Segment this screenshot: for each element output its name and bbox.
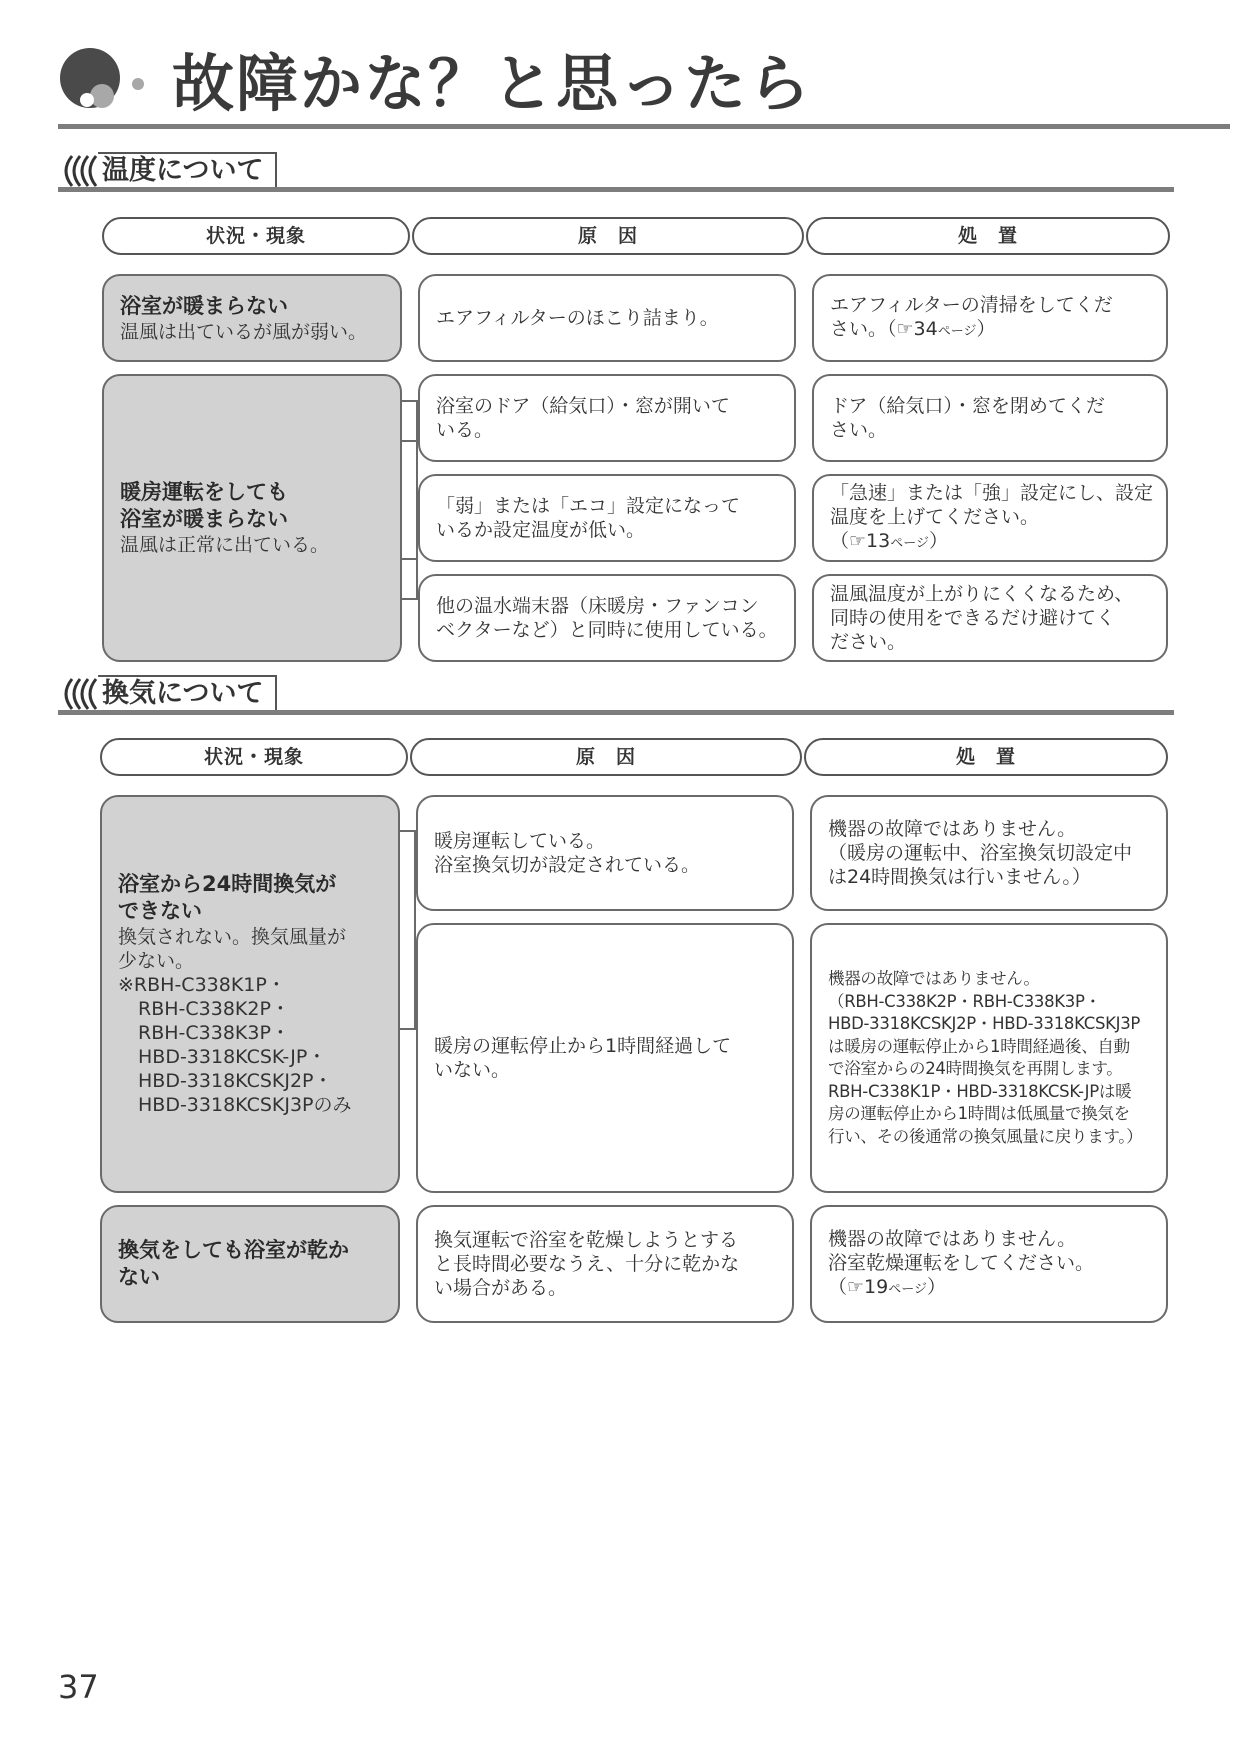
remedy-text: （RBH-C338K2P・RBH-C338K3P・ xyxy=(828,991,1101,1011)
cause-text: 浴室のドア（給気口）・窓が開いて xyxy=(436,395,730,417)
remedy-text: 温度を上げてください。 xyxy=(830,505,1040,528)
remedy-text: さい。（☞34ページ） xyxy=(830,317,996,340)
cause-box xyxy=(418,474,796,562)
situation-title: できない xyxy=(118,899,202,923)
remedy-text: 行い、その後通常の換気風量に戻ります。） xyxy=(828,1126,1143,1146)
cause-box xyxy=(418,574,796,662)
bracket-connector xyxy=(402,440,418,560)
section-header-temperature xyxy=(58,152,1174,194)
situation-detail: 温風は出ているが風が弱い。 xyxy=(120,320,368,343)
wave-marks-icon xyxy=(58,677,102,711)
situation-detail: 換気されない。換気風量が xyxy=(118,926,347,948)
remedy-text: （☞13ページ） xyxy=(830,529,948,552)
model-item: ※RBH-C338K1P・ xyxy=(118,974,286,996)
column-header-cause: 原 因 xyxy=(410,738,802,776)
remedy-text: 機器の故障ではありません。 xyxy=(828,969,1040,988)
cause-text: エアフィルターのほこり詰まり。 xyxy=(436,307,719,329)
situation-title: 換気をしても浴室が乾か xyxy=(118,1238,349,1262)
section-rule xyxy=(58,710,1174,715)
cause-text: 暖房運転している。 xyxy=(434,830,606,852)
model-item: RBH-C338K2P・ xyxy=(138,998,290,1020)
remedy-text: RBH-C338K1P・HBD-3318KCSK-JPは暖 xyxy=(828,1081,1132,1101)
situation-title: 浴室から24時間換気が xyxy=(118,872,337,896)
model-item: HBD-3318KCSKJ3Pのみ xyxy=(138,1094,352,1116)
remedy-text: ドア（給気口）・窓を閉めてくだ xyxy=(830,395,1105,417)
cause-box xyxy=(416,923,794,1193)
remedy-box xyxy=(810,1205,1168,1323)
remedy-text: 浴室乾燥運転をしてください。 xyxy=(828,1251,1095,1274)
page-ref: ページ xyxy=(890,535,929,551)
situation-title: 暖房運転をしても xyxy=(120,480,288,504)
cause-text: 他の温水端末器（床暖房・ファンコン xyxy=(436,595,759,617)
bracket-connector xyxy=(400,830,416,1030)
cause-box xyxy=(416,1205,794,1323)
title-bullet-icon xyxy=(58,40,148,120)
title-rule xyxy=(58,124,1230,129)
cause-box xyxy=(416,795,794,911)
page-ref: ページ xyxy=(937,323,977,339)
remedy-text: 温風温度が上がりにくくなるため、 xyxy=(830,583,1134,605)
remedy-text: 機器の故障ではありません。 xyxy=(828,1227,1077,1250)
cause-text: 暖房の運転停止から1時間経過して xyxy=(434,1035,732,1057)
remedy-text: 「急速」または「強」設定にし、設定 xyxy=(830,481,1154,504)
column-header-cause: 原 因 xyxy=(412,217,804,255)
page-ref: ページ xyxy=(888,1281,927,1297)
cause-text: 浴室換気切が設定されている。 xyxy=(434,854,701,876)
column-header-situation: 状況・現象 xyxy=(102,217,410,255)
remedy-text: は暖房の運転停止から1時間経過後、自動 xyxy=(828,1036,1130,1056)
remedy-text: 房の運転停止から1時間は低風量で換気を xyxy=(828,1104,1130,1123)
situation-detail: 温風は正常に出ている。 xyxy=(120,534,330,556)
page-title: 故障かな？と思ったら xyxy=(172,47,813,120)
column-header-remedy: 処 置 xyxy=(804,738,1168,776)
situation-detail: 少ない。 xyxy=(118,950,195,972)
remedy-box xyxy=(812,474,1168,562)
remedy-text: （☞19ページ） xyxy=(828,1275,946,1298)
situation-title: ない xyxy=(118,1265,160,1289)
column-header-situation: 状況・現象 xyxy=(100,738,408,776)
situation-box xyxy=(102,274,402,362)
remedy-text: （暖房の運転中、浴室換気切設定中 xyxy=(828,842,1133,864)
situation-box xyxy=(100,795,400,1193)
cause-text: 「弱」または「エコ」設定になって xyxy=(436,495,741,517)
remedy-text: ださい。 xyxy=(830,631,907,653)
remedy-text: 同時の使用をできるだけ避けてく xyxy=(830,607,1116,629)
cause-box xyxy=(418,274,796,362)
situation-title: 浴室が暖まらない xyxy=(120,293,288,318)
cause-text: いる。 xyxy=(436,419,494,441)
cause-text: と長時間必要なうえ、十分に乾かな xyxy=(434,1253,740,1275)
remedy-box xyxy=(812,274,1168,362)
section-header-ventilation xyxy=(58,675,1174,717)
page-number: 37 xyxy=(58,1668,99,1706)
cause-box xyxy=(418,374,796,462)
remedy-box xyxy=(810,795,1168,911)
situation-box xyxy=(100,1205,400,1323)
cause-text: 換気運転で浴室を乾燥しようとする xyxy=(434,1229,739,1251)
remedy-box xyxy=(812,574,1168,662)
remedy-box xyxy=(812,374,1168,462)
remedy-text: 機器の故障ではありません。 xyxy=(828,818,1077,840)
remedy-text: は24時間換気は行いません。） xyxy=(828,866,1091,888)
remedy-text: HBD-3318KCSKJ2P・HBD-3318KCSKJ3P xyxy=(828,1014,1141,1033)
remedy-text: さい。 xyxy=(830,419,888,441)
section-title-temperature: 温度について xyxy=(98,152,277,188)
situation-title: 浴室が暖まらない xyxy=(120,507,288,531)
cause-text: いない。 xyxy=(434,1059,511,1081)
section-title-ventilation: 換気について xyxy=(98,675,277,711)
cause-text: いるか設定温度が低い。 xyxy=(436,519,646,541)
remedy-box xyxy=(810,923,1168,1193)
model-item: RBH-C338K3P・ xyxy=(138,1022,290,1044)
cause-text: ベクターなど）と同時に使用している。 xyxy=(436,619,778,641)
section-rule xyxy=(58,187,1174,192)
wave-marks-icon xyxy=(58,154,102,188)
column-header-remedy: 処 置 xyxy=(806,217,1170,255)
model-item: HBD-3318KCSK-JP・ xyxy=(138,1046,327,1068)
remedy-text: エアフィルターの清掃をしてくだ xyxy=(830,293,1113,316)
situation-box xyxy=(102,374,402,662)
remedy-text: で浴室からの24時間換気を再開します。 xyxy=(828,1059,1123,1078)
model-item: HBD-3318KCSKJ2P・ xyxy=(138,1070,333,1092)
cause-text: い場合がある。 xyxy=(434,1277,568,1299)
